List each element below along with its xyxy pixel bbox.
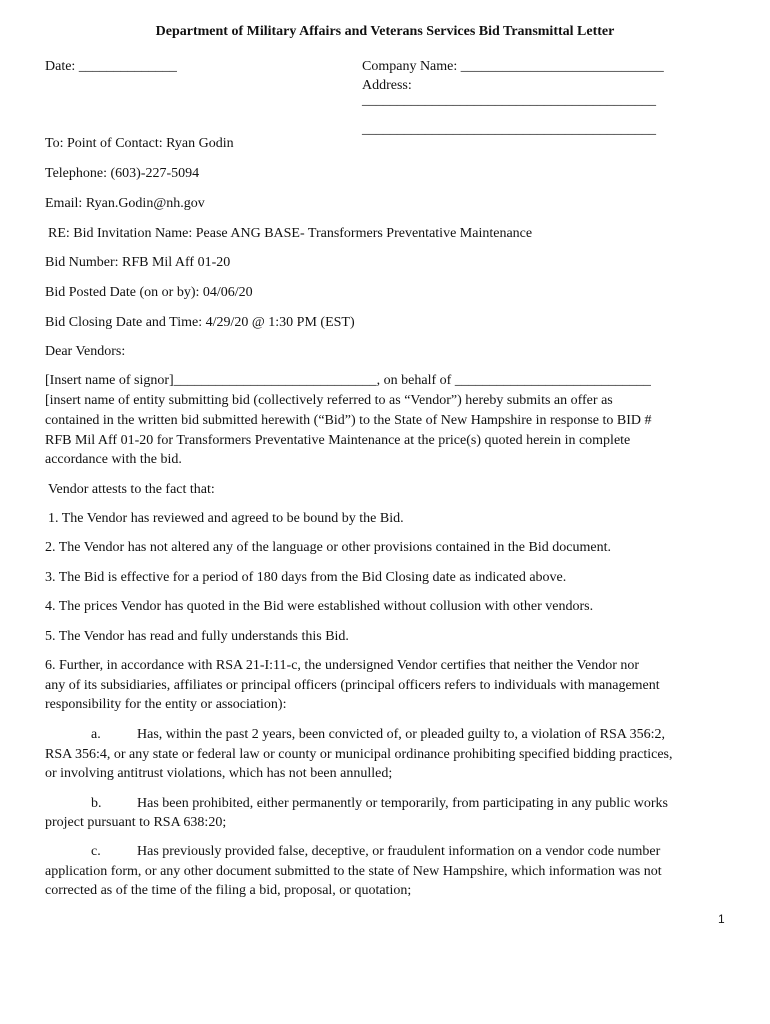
list-item-continuation: any of its subsidiaries, affiliates or principal officers (principal officers refers to individuals with management	[45, 678, 660, 693]
list-item: 6. Further, in accordance with RSA 21-I:11-c, the undersigned Vendor certifies that neither the Vendor nor	[45, 658, 640, 673]
address-line-2: __________________________________________	[362, 122, 656, 137]
company-name-field: Company Name: _____________________________	[362, 59, 664, 74]
offer-line: RFB Mil Aff 01-20 for Transformers Preventative Maintenance at the price(s) quoted herein in complete	[45, 433, 631, 448]
sub-item-text: Has previously provided false, deceptive, or fraudulent information on a vendor code number	[137, 844, 661, 859]
sub-item-marker: c.	[91, 844, 101, 859]
sub-item-text: RSA 356:4, or any state or federal law or county or municipal ordinance prohibiting specified bidding practices,	[45, 747, 673, 762]
sub-item-text: Has, within the past 2 years, been convicted of, or pleaded guilty to, a violation of RSA 356:2,	[137, 727, 666, 742]
page-number: 1	[718, 912, 725, 926]
page-title: Department of Military Affairs and Veterans Services Bid Transmittal Letter	[155, 24, 615, 39]
address-label: Address:	[362, 78, 412, 93]
bid-invitation-name: RE: Bid Invitation Name: Pease ANG BASE- Transformers Preventative Maintenance	[48, 226, 533, 241]
offer-line: [insert name of entity submitting bid (collectively referred to as “Vendor”) hereby submits an offer as	[45, 393, 613, 408]
list-item: 5. The Vendor has read and fully understands this Bid.	[45, 629, 349, 644]
email: Email: Ryan.Godin@nh.gov	[45, 196, 205, 211]
address-line-1: __________________________________________	[362, 93, 656, 108]
telephone: Telephone: (603)-227-5094	[45, 166, 200, 181]
bid-posted-date: Bid Posted Date (on or by): 04/06/20	[45, 285, 253, 300]
sub-item-text: project pursuant to RSA 638:20;	[45, 815, 227, 830]
bid-closing-date: Bid Closing Date and Time: 4/29/20 @ 1:30 PM (EST)	[45, 315, 355, 330]
date-field: Date: ______________	[45, 59, 177, 74]
offer-line: contained in the written bid submitted herewith (“Bid”) to the State of New Hampshire in response to BID #	[45, 413, 652, 428]
sub-item-text: application form, or any other document submitted to the state of New Hampshire, which information was not	[45, 864, 662, 879]
attests-heading: Vendor attests to the fact that:	[48, 482, 215, 497]
sub-item-text: Has been prohibited, either permanently or temporarily, from participating in any public works	[137, 796, 668, 811]
list-item-continuation: responsibility for the entity or association):	[45, 697, 287, 712]
sub-item-text: corrected as of the time of the filing a bid, proposal, or quotation;	[45, 883, 412, 898]
list-item: 3. The Bid is effective for a period of 180 days from the Bid Closing date as indicated above.	[45, 570, 567, 585]
bid-number: Bid Number: RFB Mil Aff 01-20	[45, 255, 231, 270]
sub-item-text: or involving antitrust violations, which has not been annulled;	[45, 766, 393, 781]
offer-line: [Insert name of signor]_____________________________, on behalf of ____________________________	[45, 373, 651, 388]
salutation: Dear Vendors:	[45, 344, 126, 359]
list-item: 1. The Vendor has reviewed and agreed to be bound by the Bid.	[48, 511, 404, 526]
sub-item-marker: a.	[91, 727, 101, 742]
sub-item-marker: b.	[91, 796, 102, 811]
point-of-contact: To: Point of Contact: Ryan Godin	[45, 136, 234, 151]
list-item: 4. The prices Vendor has quoted in the Bid were established without collusion with other vendors.	[45, 599, 594, 614]
offer-line: accordance with the bid.	[45, 452, 182, 467]
list-item: 2. The Vendor has not altered any of the language or other provisions contained in the Bid document.	[45, 540, 611, 555]
